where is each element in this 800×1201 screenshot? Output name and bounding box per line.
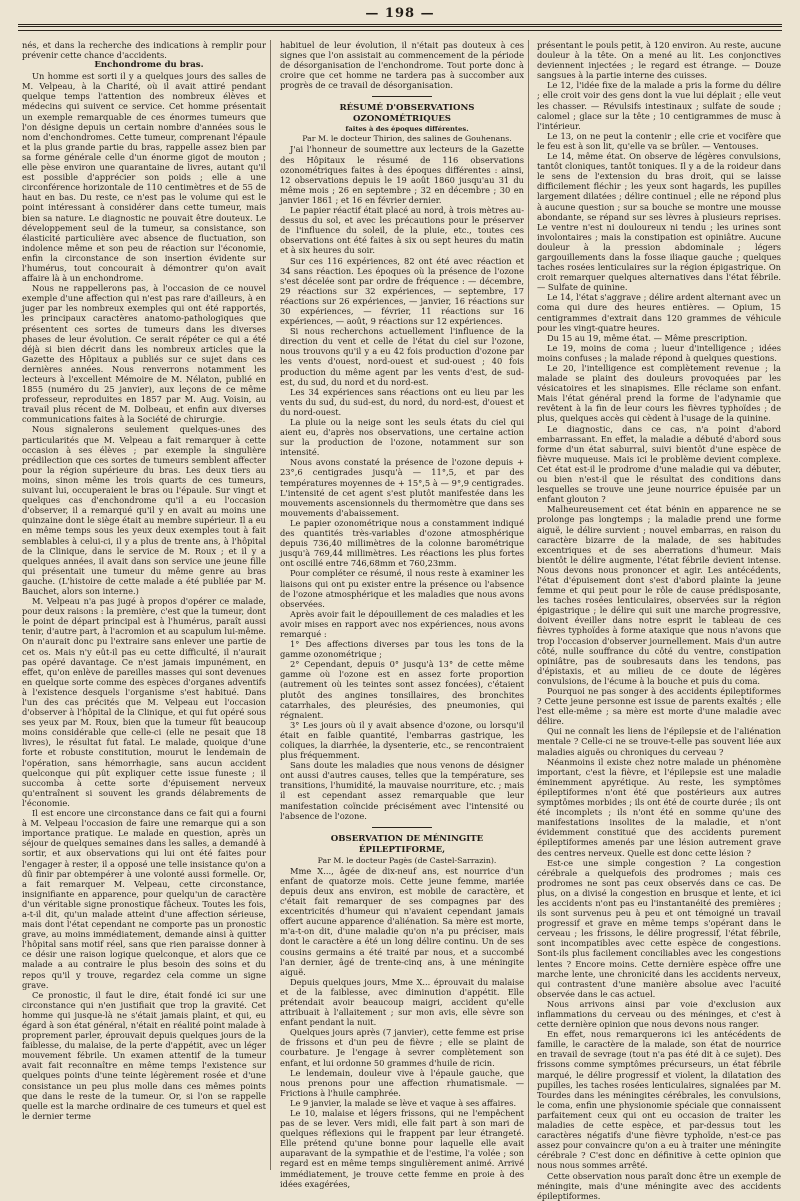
column-right: [537, 40, 781, 1201]
body-paragraph: Nous avons constaté la présence de l'ozone depuis + 23°,6 centigrades jusqu'à — 11°,5, et par des températures moyennes de + 15°,5 à — 9°,9 centigrades. L'intensité de cet agent s'est plutôt manifestée dans les mouvements ascensionnels du thermomètre que dans ses mouvements d'abaissement.: [280, 457, 524, 518]
body-paragraph: Le 10, malaise et légers frissons, qui ne l'empêchent pas de se lever. Vers midi, elle fait part à son mari de quelques réflexions qui le frappent par leur étrangeté. Elle prétend qu'une bonne pour laquelle elle avait auparavant de la sympathie et de l'estime, l'a volée ; son regard est en même temps singulièrement animé. Arrivé immédiatement, je trouve cette femme en proie à des idées exagérées,: [280, 1108, 524, 1189]
body-paragraph: Le 13, on ne peut la contenir ; elle crie et vocifère que le feu est à son lit, qu'elle va se brûler. — Ventouses.: [537, 130, 781, 151]
body-paragraph: Le papier réactif était placé au nord, à trois mètres au-dessus du sol, et avec les précautions pour le préserver de l'influence du soleil, de la pluie, etc., toutes ces observations ont été faites à six ou sept heures du matin et à six heures du soir.: [280, 205, 524, 256]
section-title: OBSERVATION DE MÉNINGITE ÉPILEPTIFORME,: [330, 833, 484, 855]
column-divider: [270, 40, 271, 1170]
body-paragraph: Cette observation nous paraît donc être un exemple de méningite, mais d'une méningite avec des accidents épileptiformes.: [537, 1170, 781, 1201]
body-paragraph: J'ai l'honneur de soumettre aux lecteurs de la Gazette des Hôpitaux le résumé de 116 observations ozonométriques faites à des époques différentes : ainsi, 12 observations depuis le 19 août 1860 jusqu'au 31 du même mois ; 26 en septembre ; 32 en décembre ; 30 en janvier 1861 ; et 16 en février dernier.: [280, 144, 524, 205]
body-paragraph: En effet, nous remarquerons ici les antécédents de famille, le caractère de la malade, son état de nourrice en travail de sevrage (tout n'a pas été dit à ce sujet). Des frissons comme symptômes précurseurs, un état fébrile marqué, le délire progressif et violent, la dilatation des pupilles, les taches rosées lenticulaires, signalées par M. Tourdes dans les méningites cérébrales, les convulsions, le coma, enfin une physionomie spéciale que connaissent parfaitement ceux qui ont eu occasion de traiter les maladies de cette espèce, et par-dessus tout les caractères négatifs d'une fièvre typhoïde, n'est-ce pas assez pour convaincre qu'on a eu à traiter une méningite cérébrale ? C'est donc en définitive à cette opinion que nous nous sommes arrêté.: [537, 1029, 781, 1171]
body-paragraph: Ce pronostic, il faut le dire, était fondé ici sur une circonstance qui n'en justifiait que trop la gravité. Cet homme qui jusque-là ne s'était jamais plaint, et qui, eu égard à son état général, n'était en réalité point malade à proprement parler, éprouvait depuis quelques jours de la faiblesse, du malaise, de la perte d'appétit, avec un léger mouvement fébrile. Un examen attentif de la tumeur avait fait reconnaître en même temps l'existence sur quelques points d'une teinte légèrement rosée et d'une consistance un peu plus molle dans ces mêmes points que dans le reste de la tumeur. Or, si l'on se rappelle quelle est la marche ordinaire de ces tumeurs et quel est le dernier terme: [22, 989, 266, 1121]
body-paragraph: Néanmoins il existe chez notre malade un phénomène important, c'est la fièvre, et l'épilepsie est une maladie éminemment apyrétique. Au reste, les symptômes épileptiformes n'ont été que postérieurs aux autres symptômes morbides ; ils ont été de courte durée ; ils ont été incomplets ; ils n'ont été en somme qu'une des manifestations insolites de la maladie, et n'ont évidemment constitué que des accidents purement épileptiformes amenés par une lésion autrement grave des centres nerveux. Quelle est donc cette lésion ?: [537, 756, 781, 858]
body-paragraph: Après avoir fait le dépouillement de ces maladies et les avoir mises en rapport avec nos expériences, nous avons remarqué :: [280, 608, 524, 639]
body-paragraph: Qui ne connaît les liens de l'épilepsie et de l'aliénation mentale ? Celle-ci ne se trouve-t-elle pas souvent liée aux maladies aiguës ou chroniques du cerveau ?: [537, 726, 781, 757]
section-separator: [372, 827, 432, 828]
body-paragraph: présentant le pouls petit, à 120 environ. Au reste, aucune douleur à la tête. On a mené au lit. Les conjonctives deviennent injectées ; le regard est étrange. — Douze sangsues à la partie interne des cuisses.: [537, 40, 781, 81]
body-paragraph: La pluie ou la neige sont les seuls états du ciel qui aient eu, d'après nos observations, une certaine action sur la production de l'ozone, notamment sur son intensité.: [280, 417, 524, 458]
body-paragraph: habituel de leur évolution, il n'était pas douteux à ces signes que l'on assistait au commencement de la période de désorganisation de l'enchondrome. Tout porte donc à croire que cet homme ne tardera pas à succomber aux progrès de ce travail de désorganisation.: [280, 40, 524, 91]
body-paragraph: 3° Les jours où il y avait absence d'ozone, ou lorsqu'il était en faible quantité, l'embarras gastrique, les coliques, la diarrhée, la dysenterie, etc., se rencontraient plus fréquemment.: [280, 719, 524, 761]
body-paragraph: Pourquoi ne pas songer à des accidents épileptiformes ? Cette jeune personne est issue de parents exaltés ; elle l'est elle-même ; sa mère est morte d'une maladie avec délire.: [537, 686, 781, 727]
body-paragraph: Le 9 janvier, la malade se lève et vaque à ses affaires.: [290, 1097, 517, 1108]
body-paragraph: Depuis quelques jours, Mme X... éprouvait du malaise et de la faiblesse, avec diminution d'appétit. Elle prétendait avoir beaucoup maigri, accident qu'elle attribuait à l'allaitement ; sur mon avis, elle sèvre son enfant pendant la nuit.: [280, 976, 524, 1028]
body-paragraph: Sur ces 116 expériences, 82 ont été avec réaction et 34 sans réaction. Les époques où la présence de l'ozone s'est décelée sont par ordre de fréquence : — décembre, 29 réactions sur 32 expériences, — septembre, 17 réactions sur 26 expériences, — janvier, 16 réactions sur 30 expériences, — février, 11 réactions sur 16 expériences, — août, 9 réactions sur 12 expériences.: [280, 255, 524, 327]
body-paragraph: Les 34 expériences sans réactions ont eu lieu par les vents du sud, du sud-est, du nord, du nord-est, d'ouest et du nord-ouest.: [280, 386, 524, 417]
body-paragraph: Le 14, même état. On observe de légères convulsions, tantôt cloniques, tantôt toniques. Il y a de la roideur dans le sens de l'extension du bras droit, qui se laisse difficilement fléchir ; les yeux sont hagards, les pupilles largement dilatées ; délire continuel ; elle ne répond plus à aucune question ; sur sa bouche se montre une mousse abondante, se répand sur ses lèvres à plusieurs reprises. Le ventre n'est ni douloureux ni tendu ; les urines sont involontaires ; mais la constipation est opiniâtre. Aucune douleur à la pression abdominale ; légers gargouillements dans la fosse iliaque gauche ; quelques taches rosées lenticulaires sur la région épigastrique. On croit remarquer quelques alternatives dans l'état fébrile. — Sulfate de quinine.: [537, 151, 781, 293]
body-paragraph: 1° Des affections diverses par tous les tons de la gamme ozonométrique ;: [280, 639, 524, 660]
body-paragraph: Si nous recherchons actuellement l'influence de la direction du vent et celle de l'état du ciel sur l'ozone, nous trouvons qu'il y a eu 42 fois production d'ozone par les vents d'ouest, nord-ouest et sud-ouest ; 40 fois production du même agent par les vents d'est, de sud-est, du sud, du nord et du nord-est.: [280, 326, 524, 387]
body-paragraph: Le lendemain, douleur vive à l'épaule gauche, que nous prenons pour une affection rhumatismale. — Frictions à l'huile camphrée.: [280, 1067, 524, 1098]
body-paragraph: Le diagnostic, dans ce cas, n'a point d'abord embarrassant. En effet, la maladie a débuté d'abord sous forme d'un état saburral, suivi bientôt d'une espèce de fièvre muqueuse. Mais ici le problème devient complexe. Cet état est-il le prodrome d'une maladie qui va débuter, ou bien n'est-il que le résultat des conditions dans lesquelles se trouve une jeune nourrice épuisée par un enfant glouton ?: [537, 423, 781, 505]
body-paragraph: Un homme est sorti il y a quelques jours des salles de M. Velpeau, à la Charité, où il avait attiré pendant quelque temps l'attention des nombreux élèves et médecins qui suivent ce service. Cet homme présentait un exemple remarquable de ces énormes tumeurs que l'on désigne depuis un certain nombre d'années sous le nom d'enchondromes. Cette tumeur, comprenant l'épaule et la plus grande partie du bras, rappelle assez bien par sa forme générale celle d'un énorme gigot de mouton ; elle pèse environ une quarantaine de livres, autant qu'il est possible d'apprécier son poids ; elle a une circonférence horizontale de 110 centimètres et de 55 de haut en bas. Du reste, ce n'est pas le volume qui est le point intéressant à considérer dans cette tumeur, mais bien sa nature. Le diagnostic ne pouvait être douteux. Le développement seul de la tumeur, sa consistance, son élasticité particulière avec absence de fluctuation, son indolence même et son peu de réaction sur l'économie, enfin la circonstance de son insertion évidente sur l'humérus, tout concourait à démontrer qu'on avait affaire là à un enchondrome.: [22, 71, 266, 284]
body-paragraph: Le 20, l'intelligence est complètement revenue ; la malade se plaint des douleurs provoquées par les vésicatoires et les sinapismes. Elle réclame son enfant. Mais l'état général prend la forme de l'adynamie que revêtent à la fin de leur cours les fièvres typhoïdes ; de plus, quelques accès qui cèdent à l'usage de la quinine.: [537, 363, 781, 424]
section-subtitle: faites à des époques différentes.: [345, 125, 469, 134]
body-paragraph: M. Velpeau n'a pas jugé à propos d'opérer ce malade, pour deux raisons : la première, c'est que la tumeur, dont le point de départ principal est à l'humérus, paraît aussi tenir, d'autre part, à l'acromion et au scapulum lui-même. On n'aurait donc pu l'extraire sans enlever une partie de cet os. Mais n'y eût-il pas eu cette difficulté, il n'aurait pas opéré davantage. Ce n'est jamais impunément, en effet, qu'on enlève de pareilles masses qui sont devenues en quelque sorte comme des espèces d'organes adventifs à l'existence desquels l'organisme s'est habitué. Dans l'un des cas précités que M. Velpeau eut l'occasion d'observer à l'hôpital de la Clinique, et qui fut opéré sous ses yeux par M. Roux, bien que la tumeur fût beaucoup moins considérable que celle-ci (elle ne pesait que 18 livres), le résultat fut fatal. Le malade, quoique d'une forte et robuste constitution, mourut le lendemain de l'opération, sans hémorrhagie, sans aucun accident quelconque qui pût expliquer cette issue funeste ; il succomba à cette sorte d'épuisement nerveux qu'entraînent si souvent les grands délabrements de l'économie.: [22, 596, 266, 808]
section-separator: [372, 96, 432, 97]
section-title: RÉSUMÉ D'OBSERVATIONS OZONOMÉTRIQUES: [339, 103, 475, 125]
body-paragraph: Sans doute les maladies que nous venons de désigner ont aussi d'autres causes, telles que la température, ses transitions, l'humidité, la mauvaise nourriture, etc. ; mais il est cependant assez remarquable que leur manifestation coïncide précisément avec l'intensité ou l'absence de l'ozone.: [280, 760, 524, 821]
body-paragraph: Le 14, l'état s'aggrave ; délire ardent alternant avec un coma qui dure des heures entières. — Opium, 15 centigrammes d'extrait dans 120 grammes de véhicule pour les vingt-quatre heures.: [537, 292, 781, 333]
column-middle: [280, 40, 524, 1189]
body-paragraph: Du 15 au 19, même état. — Même prescription.: [547, 332, 748, 343]
page-number: — 198 —: [365, 6, 435, 21]
body-paragraph: nés, et dans la recherche des indications à remplir pour prévenir cette chance d'accidents.: [22, 40, 266, 61]
body-paragraph: Pour compléter ce résumé, il nous reste à examiner les liaisons qui ont pu exister entre la présence ou l'absence de l'ozone atmosphérique et les maladies que nous avons observées.: [280, 568, 524, 609]
top-rule-thin: [18, 30, 782, 31]
body-paragraph: Le 12, l'idée fixe de la malade a pris la forme du délire ; elle croit voir des gens dont la vue lui déplait ; elle veut les chasser. — Révulsifs intestinaux ; sulfate de soude ; calomel ; glace sur la tête ; 10 centigrammes de musc à l'intérieur.: [537, 80, 781, 131]
column-left: [22, 40, 266, 1170]
body-paragraph: 2° Cependant, depuis 0° jusqu'à 13° de cette même gamme où l'ozone est en assez forte proportion (autrement où les teintes sont assez foncées), c'étaient plutôt des angines tonsillaires, des bronchites catarrhales, des pleurésies, des pneumonies, qui régnaient.: [280, 659, 524, 720]
body-paragraph: Nous ne rappellerons pas, à l'occasion de ce nouvel exemple d'une affection qui n'est pas rare d'ailleurs, à en juger par les nombreux exemples qui ont été rapportés, les principaux caractères anatomo-pathologiques que présentent ces sortes de tumeurs dans les diverses phases de leur évolution. Ce serait répéter ce qui a été déjà si bien décrit dans les nombreux articles que la Gazette des Hôpitaux a publiés sur ce sujet dans ces dernières années. Nous renverrons notamment les lecteurs à l'excellent Mémoire de M. Nélaton, publié en 1855 (numéro du 25 janvier), aux leçons de ce même professeur, reproduites en 1857 par M. Aug. Voisin, au travail plus récent de M. Dolbeau, et enfin aux diverses communications faites à la Société de chirurgie.: [22, 283, 266, 425]
body-paragraph: Mme X..., âgée de dix-neuf ans, est nourrice d'un enfant de quatorze mois. Cette jeune femme, mariée depuis deux ans environ, est mobile de caractère, et c'était fait remarquer de ses compagnes par des excentricités d'humeur qui n'avaient cependant jamais offert aucune apparence d'aliénation. Sa mère est morte, m'a-t-on dit, d'une maladie qu'on n'a pu préciser, mais dont le caractère a été un long délire continu. Un de ses cousins germains a été traité par nous, et a succombé l'an dernier, âgé de trente-cinq ans, à une méningite aiguë.: [280, 865, 524, 977]
body-paragraph: Malheureusement cet état bénin en apparence ne se prolonge pas longtemps ; la maladie prend une forme aiguë, le délire survient ; nouvel embarras, en raison du caractère bizarre de la malade, de ses habitudes excentriques et de ses aberrations d'humeur. Mais bientôt le délire augmente, l'état fébrile devient intense. Nous devons nous prononcer et agir. Les antécédents, l'état d'épuisement dont s'est d'abord plainte la jeune femme et qui peut pour le rôle de cause prédisposante, les taches rosées lenticulaires, observées sur la région épigastrique ; le délire qui suit une marche progressive, doivent éveiller dans notre esprit le tableau de ces fièvres typhoïdes à forme ataxique que nous n'avons que trop l'occasion d'observer journellement. Mais d'un autre côté, nulle souffrance du côté du ventre, constipation opiniâtre, pas de soubresauts dans les tendons, pas d'épistaxis, et au milieu de ce doute de légères convulsions, de l'écume à la bouche et puis du coma.: [537, 504, 781, 686]
body-paragraph: Quelques jours après (7 janvier), cette femme est prise de frissons et d'un peu de fièvre ; elle se plaint de courbature. Je l'engage à sevrer complètement son enfant, et lui ordonne 50 grammes d'huile de ricin.: [280, 1027, 524, 1068]
body-paragraph: Nous arrivons ainsi par voie d'exclusion aux inflammations du cerveau ou des méninges, et c'est à cette dernière opinion que nous devons nous ranger.: [537, 998, 781, 1030]
body-paragraph: Le papier ozonométrique nous a constamment indiqué des quantités très-variables d'ozone atmosphérique depuis 736,40 millimètres de la colonne barométrique jusqu'à 769,44 millimètres. Les réactions les plus fortes ont oscillé entre 746,68mm et 760,23mm.: [280, 517, 524, 569]
author-byline: Par M. le docteur Pagès (de Castel-Sarrazin).: [317, 855, 497, 865]
top-rule: [18, 24, 782, 27]
author-byline: Par M. le docteur Thirion, des salines de Gouhenans.: [302, 134, 512, 144]
body-paragraph: Est-ce une simple congestion ? La congestion cérébrale a quelquefois des prodromes ; mais ces prodromes ne sont pas ceux observés dans ce cas. De plus, on a divisé la congestion en brusque et lente, et ici les accidents n'ont pas eu l'instantanéité des premières ; ils sont survenus peu à peu et ont témoigné un travail progressif et grave en même temps s'opérant dans le cerveau ; les frissons, le délire progressif, l'état fébrile, sont incompatibles avec cette espèce de congestions. Sont-ils plus facilement conciliables avec les congestions lentes ? Encore moins. Cette dernière espèce offre une marche lente, une chronicité dans les accidents nerveux, qui contrastent d'une manière absolue avec l'acuité observée dans le cas actuel.: [537, 857, 781, 999]
body-paragraph: Il est encore une circonstance dans ce fait qui a fourni à M. Velpeau l'occasion de faire une remarque qui a son importance pratique. Le malade en question, après un séjour de quelques semaines dans les salles, a demandé à sortir, et aux observations qui lui ont été faites pour l'engager à rester, il a opposé une telle insistance qu'on a dû finir par obtempérer à une volonté aussi formelle. Or, a fait remarquer M. Velpeau, cette circonstance, insignifiante en apparence, pour quelqu'un de caractère d'un véritable signe pronostique fâcheux. Toutes les fois, a-t-il dit, qu'un malade atteint d'une affection sérieuse, mais dont l'état cependant ne comporte pas un pronostic grave, au moins immédiatement, demande ainsi à quitter l'hôpital sans motif réel, sans que rien paraisse donner à ce désir une raison logique quelconque, et alors que ce malade a au contraire le plus besoin des soins et du repos qu'il y trouve, regardez cela comme un signe grave.: [22, 808, 266, 990]
body-paragraph: Nous signalerons seulement quelques-unes des particularités que M. Velpeau a fait remarquer à cette occasion à ses élèves ; par exemple la singulière prédilection que ces sortes de tumeurs semblent affecter pour la région supérieure du bras. Les deux tiers au moins, sinon même les trois quarts de ces tumeurs, suivant lui, occuperaient le bras ou l'épaule. Sur vingt et quelques cas d'enchondrome qu'il a eu l'occasion d'observer, il a remarqué qu'il y en avait au moins une quinzaine dont le siège était au membre supérieur. Il a eu en même temps sous les yeux deux exemples tout à fait semblables à celui-ci, il y a plus de trente ans, à l'hôpital de la Clinique, dans le service de M. Roux ; et il y a quelques années, il avait dans son service une jeune fille qui présentait une tumeur du même genre au bras gauche. (L'histoire de cette malade a été publiée par M. Bauchet, alors son interne.): [22, 424, 266, 596]
body-paragraph: Le 19, moins de coma ; lueur d'intelligence ; idées moins confuses ; la malade répond à quelques questions.: [537, 342, 781, 363]
column-divider: [528, 40, 529, 1170]
section-title: Enchondrome du bras.: [94, 60, 204, 71]
